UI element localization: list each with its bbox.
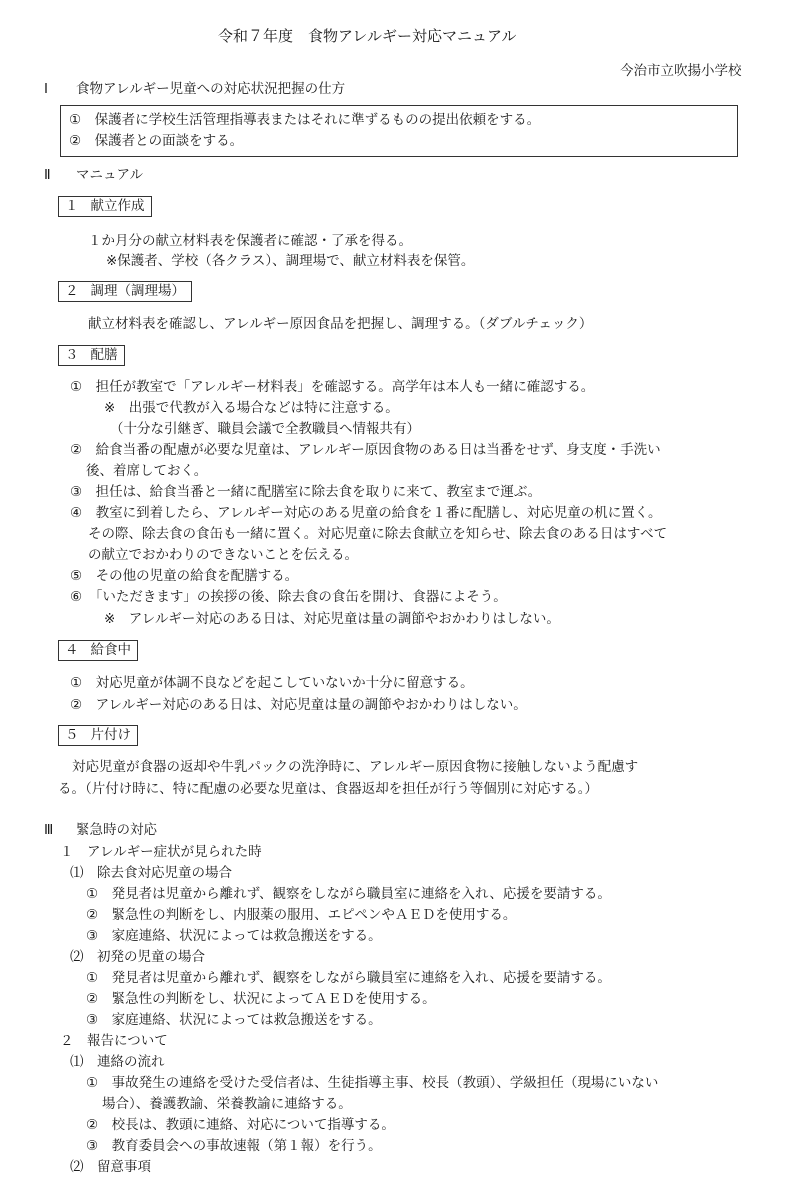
emergency-line-5: ③ 家庭連絡、状況によっては救急搬送をする。 <box>86 928 382 944</box>
section-1-box <box>60 105 738 157</box>
subsection-3-line-12: ※ アレルギー対応のある日は、対応児童は量の調節やおかわりはしない。 <box>104 611 560 627</box>
emergency-line-1: １ アレルギー症状が見られた時 <box>60 844 262 860</box>
subsection-4-label <box>58 640 138 661</box>
emergency-line-14: ② 校長は、教頭に連絡、対応について指導する。 <box>86 1117 395 1133</box>
page-title: 令和７年度 食物アレルギー対応マニュアル <box>218 27 517 45</box>
subsection-4-number: ４ <box>65 642 79 658</box>
subsection-5-line-1: 対応児童が食器の返却や牛乳パックの洗浄時に、アレルギー原因食物に接触しないよう配慮す <box>72 759 639 775</box>
section-2-numeral: Ⅱ <box>44 167 51 183</box>
emergency-line-2: ⑴ 除去食対応児童の場合 <box>70 865 232 881</box>
subsection-1-number: １ <box>65 198 79 214</box>
section-3-numeral: Ⅲ <box>44 822 54 838</box>
subsection-2-label <box>58 281 192 302</box>
subsection-3-line-6: ③ 担任は、給食当番と一緒に配膳室に除去食を取りに来て、教室まで運ぶ。 <box>70 484 542 500</box>
subsection-3-line-7: ④ 教室に到着したら、アレルギー対応のある児童の給食を１番に配膳し、対応児童の机に置く。 <box>70 505 662 521</box>
subsection-3-label <box>58 345 125 366</box>
subsection-3-title: 配膳 <box>90 347 118 363</box>
subsection-1-title: 献立作成 <box>90 198 145 214</box>
subsection-1-line-1: １か月分の献立材料表を保護者に確認・了承を得る。 <box>88 233 412 249</box>
subsection-4-line-1: ① 対応児童が体調不良などを起こしていないか十分に留意する。 <box>70 675 474 691</box>
subsection-3-line-3: （十分な引継ぎ、職員会議で全教職員へ情報共有） <box>110 421 420 437</box>
subsection-5-label <box>58 725 138 746</box>
emergency-line-4: ② 緊急性の判断をし、内服薬の服用、エピペンやＡＥＤを使用する。 <box>86 907 517 923</box>
subsection-3-line-10: ⑤ その他の児童の給食を配膳する。 <box>70 568 299 584</box>
emergency-line-16: ⑵ 留意事項 <box>70 1159 151 1175</box>
subsection-4-title: 給食中 <box>90 642 131 658</box>
emergency-line-12: ① 事故発生の連絡を受けた受信者は、生徒指導主事、校長（教頭）、学級担任（現場にいない <box>86 1075 659 1091</box>
subsection-1-line-2: ※保護者、学校（各クラス）、調理場で、献立材料表を保管。 <box>106 253 475 269</box>
emergency-line-13: 場合）、養護教諭、栄養教諭に連絡する。 <box>102 1096 352 1112</box>
subsection-3-line-11: ⑥ 「いただきます」の挨拶の後、除去食の食缶を開け、食器によそう。 <box>70 589 507 605</box>
emergency-line-8: ② 緊急性の判断をし、状況によってＡＥＤを使用する。 <box>86 991 436 1007</box>
subsection-2-line-1: 献立材料表を確認し、アレルギー原因食品を把握し、調理する。（ダブルチェック） <box>88 316 593 332</box>
subsection-3-line-1: ① 担任が教室で「アレルギー材料表」を確認する。高学年は本人も一緒に確認する。 <box>70 379 595 395</box>
subsection-3-line-8: その際、除去食の食缶も一緒に置く。対応児童に除去食献立を知らせ、除去食のある日はすべて <box>88 526 668 542</box>
subsection-3-line-5: 後、着席しておく。 <box>86 463 208 479</box>
emergency-line-6: ⑵ 初発の児童の場合 <box>70 949 205 965</box>
subsection-3-line-4: ② 給食当番の配慮が必要な児童は、アレルギー原因食物のある日は当番をせず、身支度・手洗い <box>70 442 661 458</box>
emergency-line-10: ２ 報告について <box>60 1033 168 1049</box>
section-1-numeral: Ⅰ <box>44 81 48 97</box>
subsection-3-line-9: の献立でおかわりのできないことを伝える。 <box>88 547 358 563</box>
subsection-2-title: 調理（調理場） <box>90 283 185 299</box>
school-name: 今治市立吹揚小学校 <box>620 63 742 79</box>
subsection-5-line-2: る。（片付け時に、特に配慮の必要な児童は、食器返却を担任が行う等個別に対応する。） <box>58 781 598 797</box>
section-1-item-1: ① 保護者に学校生活管理指導表またはそれに準ずるものの提出依頼をする。 <box>69 112 541 128</box>
section-3-heading: 緊急時の対応 <box>76 822 157 838</box>
emergency-line-9: ③ 家庭連絡、状況によっては救急搬送をする。 <box>86 1012 382 1028</box>
emergency-line-3: ① 発見者は児童から離れず、観察をしながら職員室に連絡を入れ、応援を要請する。 <box>86 886 611 902</box>
emergency-line-15: ③ 教育委員会への事故速報（第１報）を行う。 <box>86 1138 382 1154</box>
section-1-heading: 食物アレルギー児童への対応状況把握の仕方 <box>76 81 346 97</box>
subsection-5-title: 片付け <box>90 727 131 743</box>
subsection-1-label <box>58 196 152 217</box>
subsection-3-number: ３ <box>65 347 79 363</box>
subsection-3-line-2: ※ 出張で代教が入る場合などは特に注意する。 <box>104 400 399 416</box>
section-2-heading: マニュアル <box>76 167 143 183</box>
subsection-2-number: ２ <box>65 283 79 299</box>
section-1-item-2: ② 保護者との面談をする。 <box>69 133 244 149</box>
emergency-line-11: ⑴ 連絡の流れ <box>70 1054 165 1070</box>
subsection-5-number: ５ <box>65 727 79 743</box>
emergency-line-7: ① 発見者は児童から離れず、観察をしながら職員室に連絡を入れ、応援を要請する。 <box>86 970 611 986</box>
subsection-4-line-2: ② アレルギー対応のある日は、対応児童は量の調節やおかわりはしない。 <box>70 697 527 713</box>
